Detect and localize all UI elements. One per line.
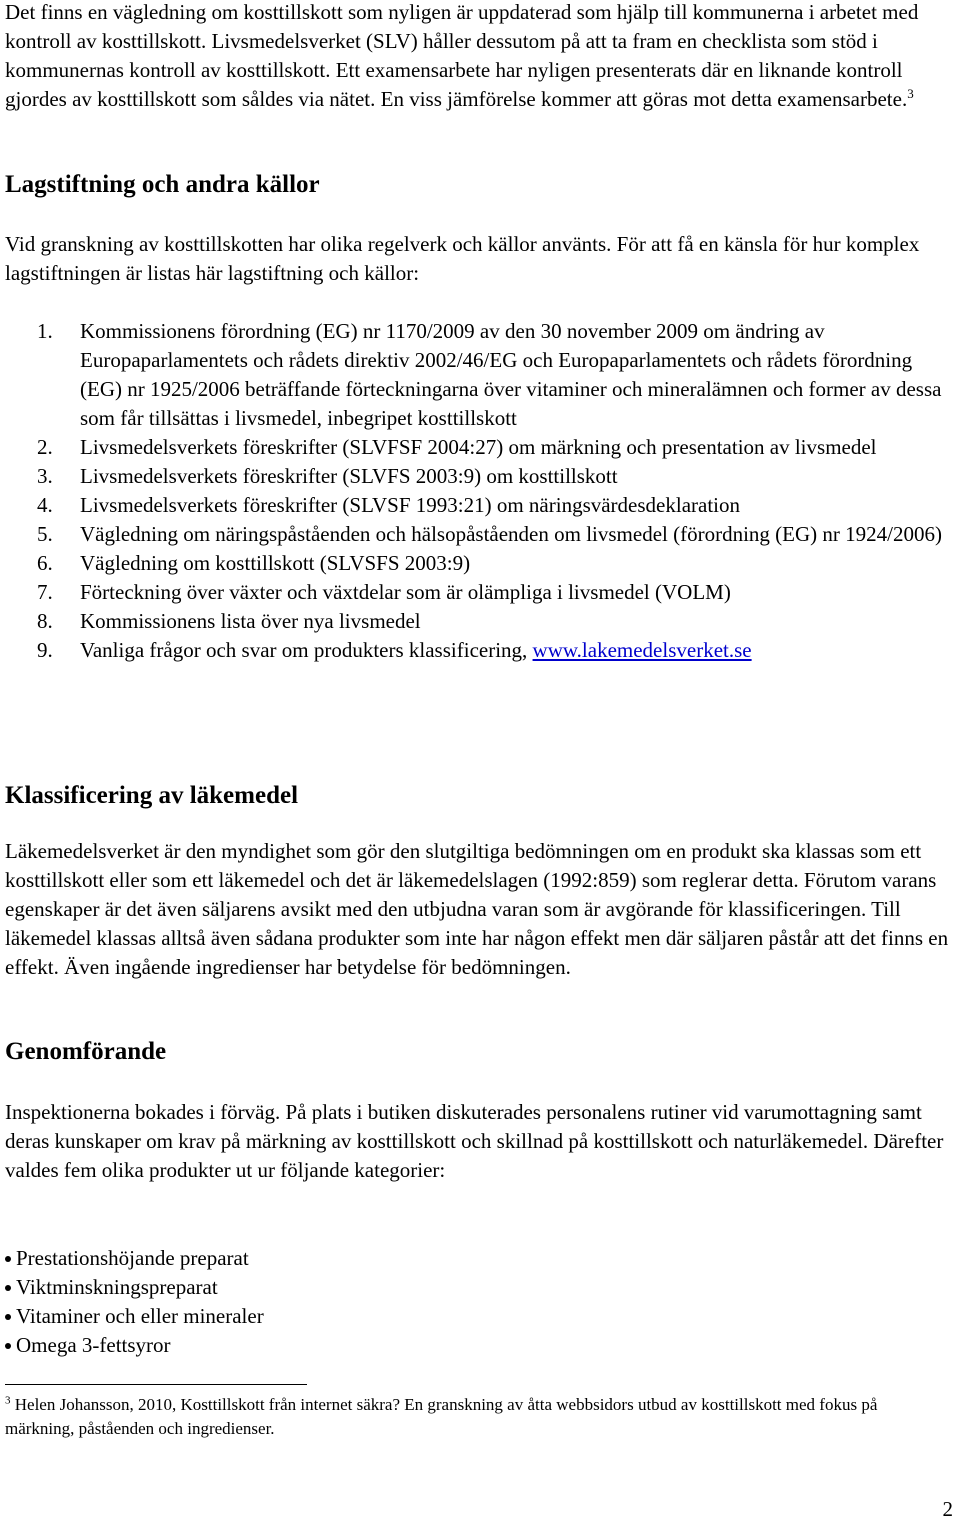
item-text: Förteckning över växter och växtdelar som är olämpliga i livsmedel (VOLM) — [80, 580, 731, 604]
legislation-item — [5, 433, 955, 462]
category-text: Viktminskningspreparat — [16, 1275, 218, 1299]
footnote-separator — [5, 1384, 307, 1385]
item-text: Kommissionens lista över nya livsmedel — [80, 609, 421, 633]
genomforande-paragraph: Inspektionerna bokades i förväg. På plats i butiken diskuterades personalens rutiner vid varumottagning samt deras kunskaper om krav på märkning av kosttillskott och skillnad på kosttillskott och naturläkemedel. Därefter valdes fem olika produkter ut ur följande kategorier: — [5, 1100, 944, 1182]
list-item — [5, 1273, 264, 1302]
legislation-item — [5, 317, 955, 433]
legislation-item — [5, 462, 955, 491]
heading-lagstiftning: Lagstiftning och andra källor — [5, 171, 320, 198]
footnote-reference[interactable]: 3 — [907, 86, 914, 101]
category-text: Omega 3-fettsyror — [16, 1333, 171, 1357]
item-number: 6. — [37, 551, 53, 575]
bullet-icon — [5, 1343, 11, 1349]
klassificering-paragraph: Läkemedelsverket är den myndighet som gör den slutgiltiga bedömningen om en produkt ska klassas som ett kosttillskott eller som ett läkemedel och det är läkemedelslagen (1992:859) som reglerar detta. Förutom varans egenskaper är det även säljarens avsikt med den utbjudna varan som är avgörande för klassificeringen. Till läkemedel klassas alltså även sådana produkter som inte har någon effekt men där säljaren påstår att det finns en effekt. Även ingående ingredienser har betydelse för bedömningen. — [5, 839, 949, 979]
category-text: Prestationshöjande preparat — [16, 1246, 249, 1270]
list-item — [5, 1331, 264, 1360]
bullet-icon — [5, 1256, 11, 1262]
footnote-marker: 3 — [5, 1394, 11, 1407]
heading-klassificering: Klassificering av läkemedel — [5, 782, 299, 809]
legislation-item — [5, 636, 955, 665]
item-text: Livsmedelsverkets föreskrifter (SLVFSF 2004:27) om märkning och presentation av livsmedel — [80, 435, 877, 459]
item-text: Kommissionens förordning (EG) nr 1170/2009 av den 30 november 2009 om ändring av Europaparlamentets och rådets direktiv 2002/46/EG och Europaparlamentets och rådets förordning (EG) nr 1925/2006 beträffande förteckningarna över vitaminer och mineralämnen och former av dessa som får tillsättas i livsmedel, inbegripet kosttillskott — [80, 319, 942, 430]
item-text: Vägledning om näringspåståenden och hälsopåståenden om livsmedel (förordning (EG) nr 1924/2006) — [80, 522, 942, 546]
footnote-text: Helen Johansson, 2010, Kosttillskott från internet säkra? En granskning av åtta webbsidors utbud av kosttillskott med fokus på märkning, påståenden och ingredienser. — [5, 1395, 878, 1438]
legislation-item — [5, 607, 955, 636]
lagstiftning-paragraph: Vid granskning av kosttillskotten har olika regelverk och källor använts. För att få en känsla för hur komplex lagstiftningen är listas här lagstiftning och källor: — [5, 232, 920, 285]
category-text: Vitaminer och eller mineraler — [16, 1304, 264, 1328]
bullet-icon — [5, 1314, 11, 1320]
item-number: 4. — [37, 493, 53, 517]
heading-genomforande: Genomförande — [5, 1038, 167, 1065]
legislation-item — [5, 578, 955, 607]
legislation-item — [5, 491, 955, 520]
lakemedelsverket-link[interactable]: www.lakemedelsverket.se — [532, 638, 752, 662]
item-number: 5. — [37, 522, 53, 546]
item-text: Livsmedelsverkets föreskrifter (SLVSF 1993:21) om näringsvärdesdeklaration — [80, 493, 741, 517]
legislation-item — [5, 549, 955, 578]
intro-text: Det finns en vägledning om kosttillskott som nyligen är uppdaterad som hjälp till kommunerna i arbetet med kontroll av kosttillskott. Livsmedelsverket (SLV) håller dessutom på att ta fram en checklista som stöd i kommunernas kontroll av kosttillskott. Ett examensarbete har nyligen presenterats där en liknande kontroll gjordes av kosttillskott som såldes via nätet. En viss jämförelse kommer att göras mot detta examensarbete. — [5, 0, 919, 111]
legislation-item — [5, 520, 955, 549]
page-number: 2 — [942, 1497, 953, 1521]
list-item — [5, 1302, 264, 1331]
bullet-icon — [5, 1285, 11, 1291]
item-number: 7. — [37, 580, 53, 604]
item-text: Livsmedelsverkets föreskrifter (SLVFS 2003:9) om kosttillskott — [80, 464, 618, 488]
item-number: 1. — [37, 319, 53, 343]
legislation-list — [5, 317, 955, 665]
item-text: Vägledning om kosttillskott (SLVSFS 2003:9) — [80, 551, 471, 575]
category-list — [5, 1244, 264, 1360]
item-number: 9. — [37, 638, 53, 662]
item-number: 3. — [37, 464, 53, 488]
intro-paragraph — [5, 0, 955, 114]
item-number: 2. — [37, 435, 53, 459]
footnote — [5, 1393, 905, 1441]
item-text: Vanliga frågor och svar om produkters klassificering, — [80, 638, 533, 662]
list-item — [5, 1244, 264, 1273]
item-number: 8. — [37, 609, 53, 633]
